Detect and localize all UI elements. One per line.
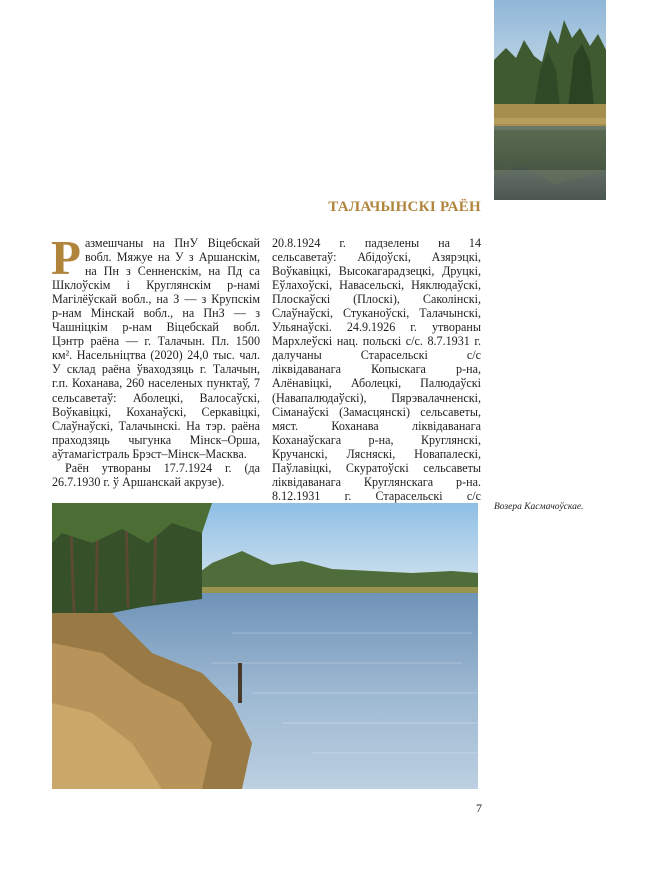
figure-caption: Возера Касмачоўскае.	[494, 502, 584, 512]
paragraph	[51, 230, 260, 461]
section-title: ТАЛАЧЫНСКІ РАЁН	[328, 199, 481, 215]
paragraph-text: азмешчаны на ПнУ Віцебскай вобл. Мяжуе на У з Аршанскім, на Пн з Сенненскім, на Пд са Шклоўскім і Круглянскім р-намі Магілёўскай вобл., на З — з Крупскім р-нам Мінскай вобл., на ПнЗ — з Чашніцкім р-нам Віцебскай вобл. Цэнтр раёна — г. Талачын. Пл. 1500 км². Насельніцтва (2020) 24,0 тыс. чал. У склад раёна ўваходзяць г. Талачын, г.п. Коханава, 260 населеных пунктаў, 7 сельсаветаў: Аболецкі, Валосаўскі, Воўкавіцкі, Коханаўскі, Серкавіцкі, Слаўнаўскі, Талачынскі. На тэр. раёна праходзяць чыгунка Мінск–Орша, аўтамагістраль Брэст–Мінск–Масква.	[52, 236, 260, 461]
lake-photo-main	[52, 503, 478, 789]
page-number: 7	[476, 801, 482, 815]
text-column-right	[272, 236, 481, 517]
text-column-left	[51, 230, 260, 489]
paragraph: Раён утвораны 17.7.1924 г. (да 26.7.1930 г. ў Аршанскай акрузе).	[52, 460, 260, 489]
lake-photo-top	[494, 0, 606, 200]
drop-cap: Р	[51, 230, 81, 285]
paragraph: 20.8.1924 г. падзелены на 14 сельсаветаў: Абідоўскі, Азярэцкі, Воўкавіцкі, Высокагарадзецкі, Друцкі, Еўлахоўскі, Навасельскі, Няклюдаўскі, Плоскаўскі (Плоскі), Саколінскі, Слаўнаўскі, Стуканоўскі, Талачынскі, Ульянаўскі. 24.9.1926 г. утвораны Мархлеўскі нац. польскі с/с. 8.7.1931 г. далучаны Старасельскі с/с ліквідаванага Копыскага р-на, Алёнавіцкі, Аболецкі, Палюдаўскі (Навапалюдаўскі), Пярэвалачненскі, Сіманаўскі (Замасцянскі) сельсаветы, мяст. Коханава ліквідаванага Коханаўскага р-на, Круглянскі, Кручанскі, Лясняскі, Новапалескі, Паўлавіцкі, Скуратоўскі сельсаветы ліквідаванага Круглянскага р-на. 8.12.1931 г. Старасельскі с/с	[272, 236, 481, 503]
